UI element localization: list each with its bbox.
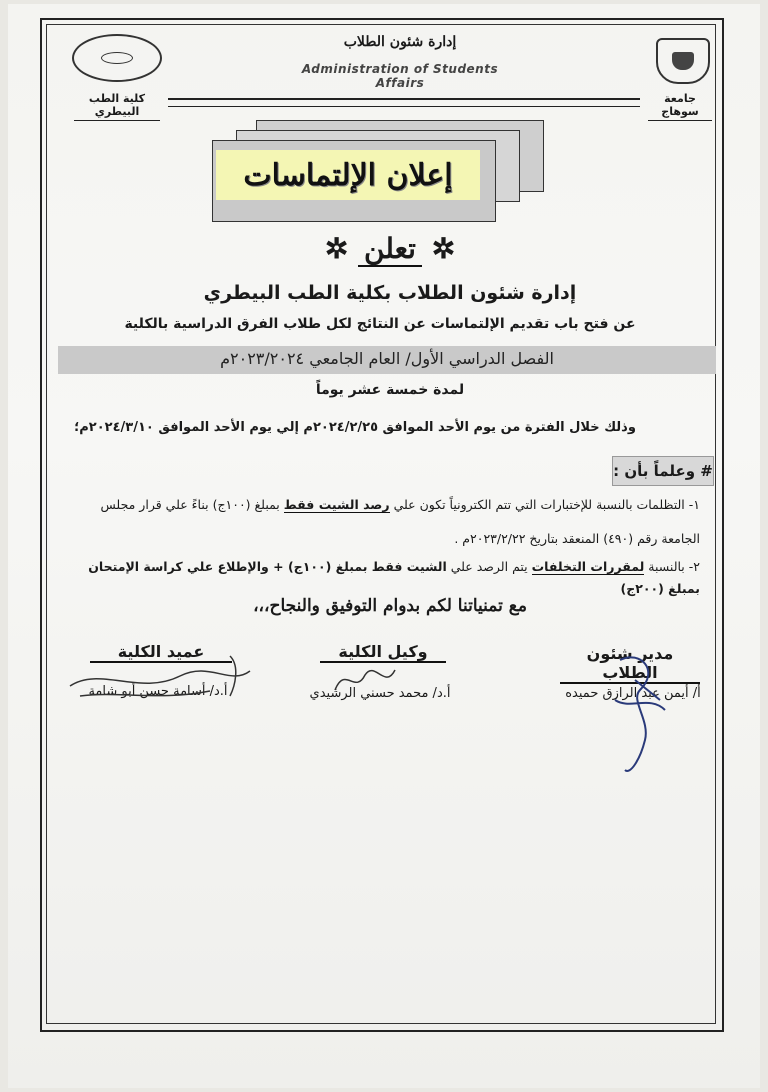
note-item-2 [60, 556, 700, 600]
announce-heading [290, 232, 490, 265]
note-item-2-prefix: ٢- بالنسبة [648, 559, 700, 574]
university-logo [656, 38, 710, 84]
closing-line: مع تمنياتنا لكم بدوام التوفيق والنجاح،،، [253, 596, 527, 616]
note-item-1-suffix: بمبلغ (١٠٠ج) بناءً علي قرار مجلس الجامعة رقم (٤٩٠) المنعقد بتاريخ ٢٠٢٣/٢/٢٢م . [100, 497, 700, 546]
note-item-1-emphasis: رصد الشيت فقط [283, 497, 390, 512]
term-line: الفصل الدراسي الأول/ العام الجامعي ٢٠٢٣/٢٠٢٤م [220, 349, 554, 368]
issuer-line: إدارة شئون الطلاب بكلية الطب البيطري [203, 282, 577, 304]
announce-word: تعلن [358, 232, 422, 267]
note-item-2-emphasis-a: لمقررات التخلفات [531, 559, 645, 574]
note-item-1-prefix: ١- التظلمات بالنسبة للإختبارات التي تتم الكترونياً تكون علي [393, 497, 700, 512]
opening-line: عن فتح باب تقديم الإلتماسات عن النتائج لكل طلاب الفرق الدراسية بالكلية [124, 316, 636, 332]
signature-title-dean: عميد الكلية [90, 642, 232, 663]
faculty-name: كلية الطب البيطري [74, 92, 160, 121]
signature-name-student-affairs: أ/ أيمن عبد الرازق حميده [565, 686, 701, 701]
admin-title-english: Administration of Students Affairs [301, 62, 499, 90]
page-title: إعلان الإلتماسات [216, 150, 480, 200]
signature-title-student-affairs: مدير شئون الطلاب [560, 644, 700, 684]
signature-title-vice-dean: وكيل الكلية [320, 642, 446, 663]
note-item-1 [60, 488, 700, 556]
university-name: جامعة سوهاج [648, 92, 712, 121]
note-item-2-emphasis-b: الشيت فقط بمبلغ (١٠٠ج) + والإطلاع علي كراسة الإمتحان بمبلغ (٢٠٠ج) [88, 559, 700, 596]
signature-name-dean: أ.د/ أسامة حسن أبو شامة [88, 684, 228, 699]
duration-line: لمدة خمسة عشر يوماً [315, 382, 465, 398]
period-line: وذلك خلال الفترة من يوم الأحد الموافق ٢٠٢٤/٢/٢٥م إلي يوم الأحد الموافق ٢٠٢٤/٣/١٠م؛ [74, 420, 636, 435]
star-icon: ✲ [324, 232, 349, 265]
signature-name-vice-dean: أ.د/ محمد حسني الرشيدي [309, 686, 451, 701]
star-icon: ✲ [431, 232, 456, 265]
faculty-logo [72, 34, 162, 82]
header-divider [168, 98, 640, 107]
notes-heading: # وعلماً بأن : [612, 456, 714, 486]
note-item-2-middle: يتم الرصد علي [450, 559, 528, 574]
admin-title-arabic: إدارة شئون الطلاب [343, 34, 457, 50]
